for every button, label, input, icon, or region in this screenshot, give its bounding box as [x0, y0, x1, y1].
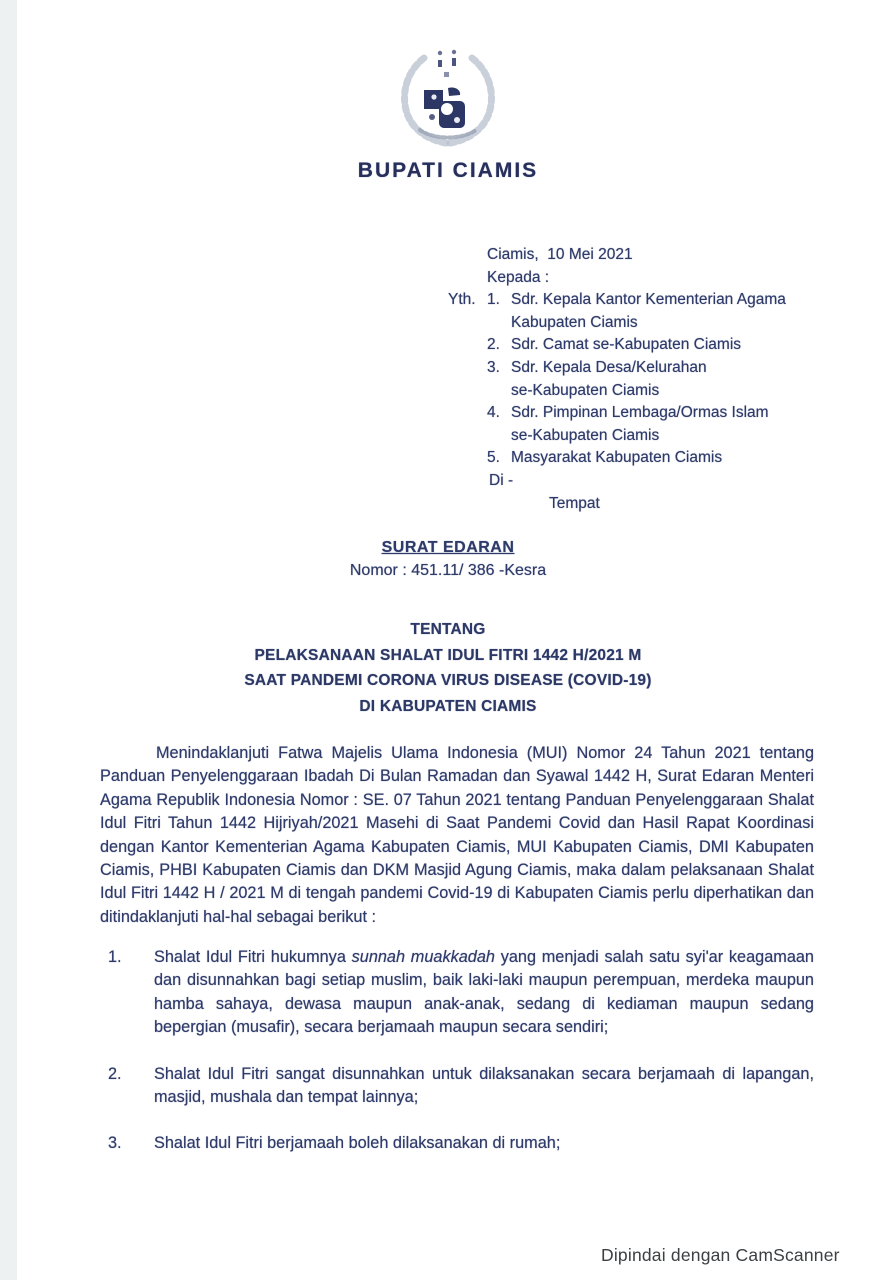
letter-title: SURAT EDARAN	[381, 539, 515, 556]
tentang-block	[0, 617, 896, 719]
body-item-text-post: yang menjadi salah satu syi'ar keagamaan dan disunnahkan bagi setiap muslim, baik laki-laki maupun perempuan, merdeka maupun hamba sahaya, dewasa maupun anak-anak, sedang di kediaman maupun sedang bepergian (musafir), secara berjamaah maupun secara sendiri;	[154, 948, 814, 1037]
di-label: Di -	[489, 471, 514, 489]
recipient-item	[487, 357, 840, 402]
camscanner-watermark: Dipindai dengan CamScanner	[601, 1245, 840, 1265]
recipient-number: 2.	[487, 336, 500, 354]
recipient-item	[487, 334, 840, 357]
recipient-line: Kabupaten Ciamis	[511, 313, 638, 331]
recipient-line: Masyarakat Kabupaten Ciamis	[511, 449, 723, 467]
bupati-ciamis-seal-icon	[394, 44, 502, 156]
recipient-text	[511, 334, 840, 357]
recipient-item	[487, 447, 840, 470]
body-item-number: 1.	[108, 948, 122, 966]
place-date: Ciamis, 10 Mei 2021	[487, 246, 633, 263]
body-item-text: Shalat Idul Fitri sangat disunnahkan untuk dilaksanakan secara berjamaah di lapangan, masjid, mushala dan tempat lainnya;	[154, 1064, 814, 1107]
recipient-number: 4.	[487, 404, 500, 422]
address-block	[448, 244, 840, 515]
body-list	[100, 946, 814, 1179]
body-item-text-pre: Shalat Idul Fitri hukumnya	[154, 948, 352, 966]
recipient-line: se-Kabupaten Ciamis	[511, 426, 660, 444]
body-item	[100, 1063, 814, 1110]
opening-paragraph: Menindaklanjuti Fatwa Majelis Ulama Indonesia (MUI) Nomor 24 Tahun 2021 tentang Panduan Penyelenggaraan Ibadah Di Bulan Ramadan dan Syawal 1442 H, Surat Edaran Menteri Agama Republik Indonesia Nomor : SE. 07 Tahun 2021 tentang Panduan Penyelenggaraan Shalat Idul Fitri Tahun 1442 Hijriyah/2021 Masehi di Saat Pandemi Covid dan Hasil Rapat Koordinasi dengan Kantor Kementerian Agama Kabupaten Ciamis, MUI Kabupaten Ciamis, DMI Kabupaten Ciamis, PHBI Kabupaten Ciamis dan DKM Masjid Agung Ciamis, maka dalam pelaksanaan Shalat Idul Fitri 1442 H / 2021 M di tengah pandemi Covid-19 di Kabupaten Ciamis perlu diperhatikan dan ditindaklanjuti hal-hal sebagai berikut :	[100, 744, 814, 926]
body-item	[100, 946, 814, 1040]
recipient-number: 3.	[487, 358, 500, 376]
recipient-item	[487, 289, 840, 334]
recipient-line: se-Kabupaten Ciamis	[511, 381, 660, 399]
tempat-label: Tempat	[549, 494, 600, 512]
recipient-item	[487, 402, 840, 447]
recipient-line: Sdr. Pimpinan Lembaga/Ormas Islam	[511, 404, 769, 422]
recipient-list	[448, 289, 840, 470]
recipient-text	[511, 447, 840, 470]
body-item-text-italic: sunnah muakkadah	[351, 948, 495, 966]
tentang-line: DI KABUPATEN CIAMIS	[359, 697, 537, 715]
recipient-number: 1.	[487, 291, 500, 309]
letterhead-title: BUPATI CIAMIS	[357, 159, 539, 182]
kepada-label: Kepada :	[487, 268, 550, 286]
body-item-number: 3.	[108, 1134, 122, 1153]
subject-block	[0, 536, 896, 582]
recipient-number: 5.	[487, 449, 500, 467]
recipient-text	[511, 289, 840, 334]
recipient-items	[487, 289, 840, 470]
tentang-label: TENTANG	[410, 621, 486, 638]
recipient-line: Sdr. Kepala Desa/Kelurahan	[511, 358, 707, 376]
tentang-line: SAAT PANDEMI CORONA VIRUS DISEASE (COVID-19)	[244, 672, 652, 689]
recipient-text	[511, 357, 840, 402]
body-item-text	[154, 946, 814, 1040]
recipient-line: Sdr. Camat se-Kabupaten Ciamis	[511, 336, 742, 354]
letter-number: Nomor : 451.11/ 386 -Kesra	[349, 562, 547, 579]
recipient-text	[511, 402, 840, 447]
tentang-line: PELAKSANAAN SHALAT IDUL FITRI 1442 H/2021 M	[254, 646, 642, 664]
yth-label: Yth.	[448, 291, 476, 309]
body-item-text: Shalat Idul Fitri berjamaah boleh dilaksanakan di rumah;	[154, 1134, 561, 1153]
recipient-line: Sdr. Kepala Kantor Kementerian Agama	[511, 291, 786, 309]
body-item	[100, 1132, 814, 1155]
body-item-number: 2.	[108, 1064, 122, 1083]
